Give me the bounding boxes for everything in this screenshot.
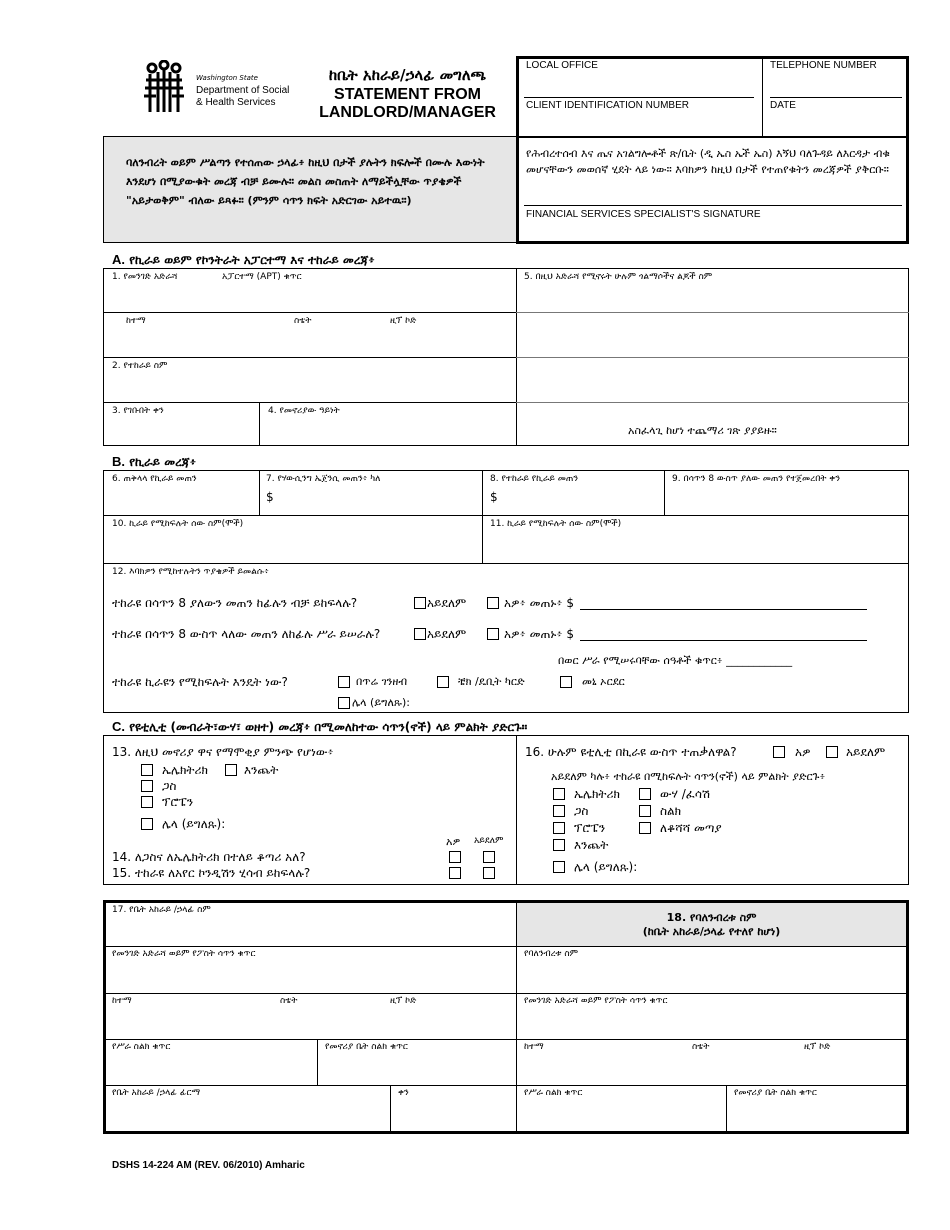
owner-state-label: ስቴት — [692, 1042, 710, 1052]
dshs-logo — [140, 60, 290, 115]
no-column-label: አይደለም — [474, 836, 504, 846]
tenant-wood-checkbox[interactable] — [553, 839, 565, 851]
owner-city-label: ከተማ — [524, 1042, 544, 1052]
rent-payer-label-10: 10. ኪራይ የሚከፍሉት ሰው ስም(ሞች) — [112, 519, 244, 529]
work-for-rent-question: ተከራዩ በሳጥን 8 ውስጥ ላለው መጠን ለከፊሉ ሥራ ይሠራሉ? — [112, 627, 381, 641]
instructions-box — [103, 136, 517, 243]
heat-wood-checkbox[interactable] — [225, 764, 237, 776]
air-conditioning-question: 15. ተከራዩ ለአየር ኮንዲሽን ሂሳብ ይከፍላሉ? — [112, 866, 311, 880]
partial-payment-no-label: አይደለም — [427, 596, 467, 610]
section-a-letter: A. — [112, 252, 125, 267]
utilities-tenant-pays-instruction: አይደለም ካሉ፥ ተከራዩ በሚከፍሉት ሳጥን(ኖች) ላይ ምልክት ያድርጉ፥ — [551, 770, 826, 783]
tenant-propane-checkbox[interactable] — [553, 822, 565, 834]
heat-gas-checkbox[interactable] — [141, 780, 153, 792]
tenant-wood-label: እንጨት — [574, 838, 609, 852]
heat-other-checkbox[interactable] — [141, 818, 153, 830]
landlord-zip-label: ዚፕ ኮድ — [390, 996, 417, 1006]
section-a-heading — [112, 252, 375, 268]
section-b-letter: B. — [112, 454, 125, 469]
landlord-home-phone-field[interactable] — [318, 1054, 515, 1084]
zip-label: ዚፕ ኮድ — [390, 316, 417, 326]
landlord-city-state-zip-field[interactable] — [106, 1008, 515, 1038]
tenant-electric-checkbox[interactable] — [553, 788, 565, 800]
owner-name-label: የባለንብረቱ ስም — [524, 949, 579, 959]
landlord-work-phone-label: የሥራ ስልክ ቁጥር — [112, 1042, 171, 1052]
title-amharic: ከቤት አከራይ/ኃላፊ መግለጫ — [328, 66, 487, 84]
housing-agency-amount-label: 7. የሃውሲንግ ኤጀንሲ መጠን፥ ካለ — [266, 474, 381, 484]
owner-work-phone-label: የሥራ ስልክ ቁጥር — [524, 1088, 583, 1098]
partial-payment-no-checkbox[interactable] — [414, 597, 426, 609]
owner-home-phone-field[interactable] — [727, 1100, 906, 1130]
monthly-work-hours-label: በወር ሥራ የሚሠሩባቸው ሰዓቶች ቁጥር፥ ____________ — [558, 654, 793, 667]
landlord-date-field[interactable] — [391, 1100, 515, 1130]
money-order-checkbox[interactable] — [560, 676, 572, 688]
rent-payer-field-10[interactable] — [104, 531, 481, 562]
heat-other-label: ሌላ (ይግለጹ): — [162, 817, 226, 831]
dshs-notice-text: የሕብረተሰብ እና ጤና አገልግሎቶች ጽ/ቤት (ዲ ኤስ ኤች ኤስ) እኝህ ባለጉዳይ ለእርዳታ ብቁ መሆናቸውን መወሰኛ ሂደት ላይ ነው። እባክዎን ከዚህ በታች የተጠየቁትን መረጃዎች ያቅርቡ። — [526, 147, 890, 176]
section-c-heading — [112, 719, 527, 735]
tenant-gas-checkbox[interactable] — [553, 805, 565, 817]
owner-city-state-zip-field[interactable] — [517, 1054, 906, 1084]
heat-source-question: 13. ለዚህ መኖሪያ ዋና የማሞቂያ ምንጭ የሆነው፥ — [112, 745, 334, 759]
utilities-included-yes-label: አዎ — [795, 745, 811, 759]
landlord-date-label: ቀን — [398, 1088, 409, 1098]
household-members-label: 5. በዚህ አድራሻ የሚኖሩት ሁሉም ጎልማሶችና ልጆች ስም — [524, 272, 713, 282]
section-b-heading — [112, 454, 196, 470]
work-for-rent-no-checkbox[interactable] — [414, 628, 426, 640]
heat-electric-label: ኤሌክትሪክ — [162, 763, 209, 777]
heat-propane-checkbox[interactable] — [141, 796, 153, 808]
owner-work-phone-field[interactable] — [517, 1100, 725, 1130]
form-id-footer: DSHS 14-224 AM (REV. 06/2010) Amharic — [112, 1160, 305, 1171]
yes-column-label: አዎ — [446, 835, 461, 848]
air-conditioning-yes-checkbox[interactable] — [449, 867, 461, 879]
total-rent-label: 6. ጠቅላላ የኪራይ መጠን — [112, 474, 197, 484]
tenant-water-checkbox[interactable] — [639, 788, 651, 800]
household-members-field[interactable] — [517, 284, 908, 402]
housing-agency-amount-field[interactable] — [276, 486, 481, 514]
owner-name-field[interactable] — [517, 961, 906, 992]
residence-type-field[interactable] — [260, 418, 515, 445]
tenant-other-checkbox[interactable] — [553, 861, 565, 873]
work-for-rent-no-label: አይደለም — [427, 627, 467, 641]
work-for-rent-amount-field[interactable] — [580, 640, 867, 641]
amount-start-date-field[interactable] — [665, 486, 908, 514]
partial-payment-yes-label: አዎ፥ መጠኑ፥ $ — [504, 596, 575, 610]
rent-payer-label-11: 11. ኪራይ የሚከፍሉት ሰው ስም(ሞች) — [490, 519, 622, 529]
questions-label: 12. እባክዎን የሚከተሉትን ጥያቄዎች ይመልሱ፥ — [112, 567, 269, 577]
landlord-city-label: ከተማ — [112, 996, 132, 1006]
apartment-number-label: አፓርተማ (APT) ቁጥር — [222, 272, 302, 282]
logo-line1: Washington State — [196, 74, 258, 82]
utilities-included-no-label: አይደለም — [846, 745, 886, 759]
section-b-title: የኪራይ መረጃ፥ — [129, 455, 197, 469]
tenant-name-label: 2. የተከራይ ስም — [112, 361, 168, 371]
check-debit-label: ቼክ /ዴቢት ካርድ — [458, 675, 525, 688]
partial-payment-question: ተከራዩ በሳጥን 8 ያለውን መጠን ከፊሉን ብቻ ይከፍላሉ? — [112, 596, 358, 610]
amount-start-date-label: 9. በሳጥን 8 ውስጥ ያለው መጠን የተጀመረበት ቀን — [672, 474, 841, 484]
city-state-zip-field[interactable] — [104, 328, 515, 356]
telephone-number-label: TELEPHONE NUMBER — [770, 60, 877, 71]
section-c-letter: C. — [112, 719, 125, 734]
street-address-label: 1. የመንገድ አድራሻ — [112, 272, 178, 282]
tenant-garbage-label: ለቆሻሻ መጣያ — [660, 821, 722, 835]
heat-wood-label: እንጨት — [244, 763, 279, 777]
move-in-date-label: 3. የገቡበት ቀን — [112, 406, 164, 416]
attach-page-note: አስፈላጊ ከሆነ ተጨማሪ ገጽ ያያይዙ። — [628, 424, 777, 437]
instructions-text: ባለንብረት ወይም ሥልጣን የተሰጠው ኃላፊ፥ ከዚህ በታች ያሉትን ክፍሎች በሙሉ እውነት እንደሆነ በሚያውቁት መረጃ ብቻ ይሙሉ። መልስ መስጠት ለማይችሏቸው ጥያቄዎች "አይታወቅም" ብለው ይጻፉ። (ምንም ሳጥን ክፍት አድርገው አይተዉ።) — [126, 156, 485, 207]
check-debit-checkbox[interactable] — [437, 676, 449, 688]
air-conditioning-no-checkbox[interactable] — [483, 867, 495, 879]
tenant-rent-label: 8. የተከራይ የኪራይ መጠን — [490, 474, 579, 484]
dollar-sign-8: $ — [490, 490, 498, 504]
landlord-street-label: የመንገድ አድራሻ ወይም የፖስት ሳጥን ቁጥር — [112, 949, 256, 959]
work-for-rent-yes-label: አዎ፥ መጠኑ፥ $ — [504, 627, 575, 641]
owner-street-field[interactable] — [517, 1008, 906, 1038]
heat-electric-checkbox[interactable] — [141, 764, 153, 776]
cash-checkbox[interactable] — [338, 676, 350, 688]
partial-payment-amount-field[interactable] — [580, 609, 867, 610]
owner-zip-label: ዚፕ ኮድ — [804, 1042, 831, 1052]
landlord-name-field[interactable] — [106, 917, 515, 945]
other-payment-checkbox[interactable] — [338, 697, 350, 709]
landlord-name-label: 17. የቤት አከራይ /ኃላፊ ስም — [112, 905, 211, 915]
tenant-phone-label: ስልክ — [660, 804, 682, 818]
owner-street-label: የመንገድ አድራሻ ወይም የፖስት ሳጥን ቁጥር — [524, 996, 668, 1006]
state-label: ስቴት — [294, 316, 312, 326]
cash-label: በጥሬ ገንዘብ — [356, 675, 408, 688]
landlord-state-label: ስቴት — [280, 996, 298, 1006]
payment-method-question: ተከራዩ ኪራዩን የሚከፍሉት እንዴት ነው? — [112, 675, 288, 689]
owner-home-phone-label: የመኖሪያ ቤት ስልክ ቁጥር — [734, 1088, 817, 1098]
money-order-label: መኒ ኦርደር — [582, 675, 625, 688]
fss-signature-label: FINANCIAL SERVICES SPECIALIST'S SIGNATURE — [526, 209, 761, 220]
section-a-title: የኪራይ ወይም የኮንትራት አፓርተማ እና ተከራይ መረጃ፥ — [129, 253, 375, 267]
tenant-propane-label: ፕሮፔን — [574, 821, 606, 835]
owner-title-line2: (ከቤት አከራይ/ኃላፊ የተለየ ከሆነ) — [642, 925, 781, 938]
client-id-label: CLIENT IDENTIFICATION NUMBER — [526, 100, 689, 111]
move-in-date-field[interactable] — [104, 418, 258, 445]
heat-propane-label: ፕሮፔን — [162, 795, 194, 809]
street-address-field[interactable] — [104, 284, 515, 311]
tenant-gas-label: ጋስ — [574, 804, 589, 818]
title-line2: LANDLORD/MANAGER — [319, 104, 496, 121]
landlord-home-phone-label: የመኖሪያ ቤት ስልክ ቁጥር — [325, 1042, 408, 1052]
form-title — [300, 66, 515, 122]
landlord-signature-field[interactable] — [106, 1100, 389, 1130]
date-label: DATE — [770, 100, 796, 111]
residence-type-label: 4. የመኖሪያው ዓይነት — [268, 406, 340, 416]
utilities-included-no-checkbox[interactable] — [826, 746, 838, 758]
utilities-included-question: 16. ሁሉም ዩቲሊቲ በኪራዩ ውስጥ ተጠቃለዋል? — [525, 745, 737, 759]
owner-title-line1: 18. የባለንብረቱ ስም — [666, 911, 757, 924]
tenant-other-label: ሌላ (ይግለጹ): — [574, 860, 638, 874]
dshs-logo-icon — [140, 60, 188, 114]
dollar-sign-7: $ — [266, 490, 274, 504]
logo-line2: Department of Social — [196, 85, 290, 96]
separate-meter-question: 14. ለጋስና ለኤሌክትሪክ በተለይ ቆጣሪ አለ? — [112, 850, 306, 864]
tenant-phone-checkbox[interactable] — [639, 805, 651, 817]
heat-gas-label: ጋስ — [162, 779, 177, 793]
section-c-title: የዩቲሊቲ (መብራት፣ውሃ፣ ወዘተ) መረጃ፥ በሚመለከተው ሳጥን(ኖች) ላይ ምልክት ያድርጉ። — [129, 720, 528, 734]
tenant-water-label: ውሃ /ፈሳሽ — [660, 787, 710, 801]
owner-title-cell — [517, 903, 906, 946]
work-for-rent-yes-checkbox[interactable] — [487, 628, 499, 640]
partial-payment-yes-checkbox[interactable] — [487, 597, 499, 609]
separate-meter-no-checkbox[interactable] — [483, 851, 495, 863]
landlord-street-field[interactable] — [106, 961, 515, 992]
separate-meter-yes-checkbox[interactable] — [449, 851, 461, 863]
tenant-rent-field[interactable] — [500, 486, 663, 514]
other-payment-label: ሌላ (ይግለጹ): — [352, 696, 410, 709]
landlord-signature-label: የቤት አከራይ /ኃላፊ ፊርማ — [112, 1088, 201, 1098]
utilities-included-yes-checkbox[interactable] — [773, 746, 785, 758]
title-line1: STATEMENT FROM — [334, 86, 481, 103]
total-rent-field[interactable] — [104, 486, 258, 514]
tenant-garbage-checkbox[interactable] — [639, 822, 651, 834]
city-label: ከተማ — [126, 316, 146, 326]
tenant-electric-label: ኤሌክትሪክ — [574, 787, 621, 801]
tenant-name-field[interactable] — [104, 373, 515, 401]
local-office-label: LOCAL OFFICE — [526, 60, 598, 71]
logo-line3: & Health Services — [196, 97, 276, 108]
landlord-work-phone-field[interactable] — [106, 1054, 316, 1084]
rent-payer-field-11[interactable] — [483, 531, 908, 562]
